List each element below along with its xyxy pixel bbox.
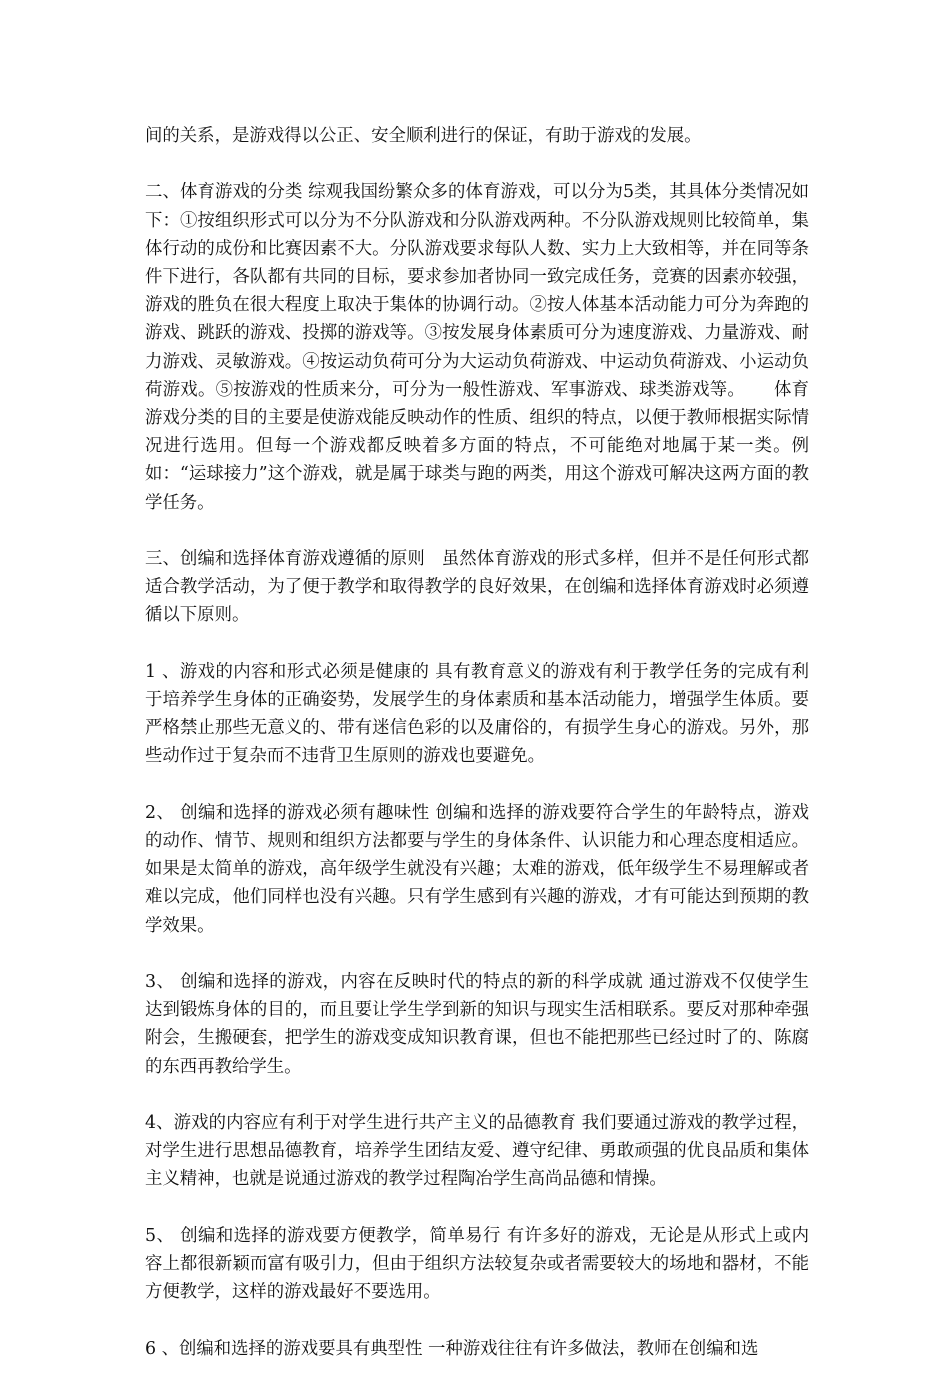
paragraph-principle-1: 1 、游戏的内容和形式必须是健康的 具有教育意义的游戏有利于教学任务的完成有利于培养学生身体的正确姿势，发展学生的身体素质和基本活动能力，增强学生体质。要严格禁止那些无意义的、带有迷信色彩的以及庸俗的，有损学生身心的游戏。另外，那些动作过于复杂而不违背卫生原则的游戏也要避免。	[145, 661, 809, 767]
paragraph-classification: 二、体育游戏的分类 综观我国纷繁众多的体育游戏，可以分为5类，其具体分类情况如下：①按组织形式可以分为不分队游戏和分队游戏两种。不分队游戏规则比较简单，集体行动的成份和比赛因素不大。分队游戏要求每队人数、实力上大致相等，并在同等条件下进行，各队都有共同的目标，要求参加者协同一致完成任务，竞赛的因素亦较强，游戏的胜负在很大程度上取决于集体的协调行动。②按人体基本活动能力可分为奔跑的游戏、跳跃的游戏、投掷的游戏等。③按发展身体素质可分为速度游戏、力量游戏、耐力游戏、灵敏游戏。④按运动负荷可分为大运动负荷游戏、中运动负荷游戏、小运动负荷游戏。⑤按游戏的性质来分，可分为一般性游戏、军事游戏、球类游戏等。 体育游戏分类的目的主要是使游戏能反映动作的性质、组织的特点，以便于教师根据实际情况进行选用。但每一个游戏都反映着多方面的特点，不可能绝对地属于某一类。例如：“运球接力”这个游戏，就是属于球类与跑的两类，用这个游戏可解决这两方面的教学任务。	[145, 182, 809, 513]
paragraph-principle-5: 5、 创编和选择的游戏要方便教学，简单易行 有许多好的游戏，无论是从形式上或内容上都很新颖而富有吸引力，但由于组织方法较复杂或者需要较大的场地和器材，不能方便教学，这样的游戏最好不要选用。	[145, 1225, 809, 1303]
paragraph-principle-4: 4、游戏的内容应有利于对学生进行共产主义的品德教育 我们要通过游戏的教学过程，对学生进行思想品德教育，培养学生团结友爱、遵守纪律、勇敢顽强的优良品质和集体主义精神，也就是说通过游戏的教学过程陶冶学生高尚品德和情操。	[145, 1113, 809, 1190]
document-body	[145, 122, 809, 1391]
paragraph-principles-intro: 三、创编和选择体育游戏遵循的原则 虽然体育游戏的形式多样，但并不是任何形式都适合教学活动，为了便于教学和取得教学的良好效果，在创编和选择体育游戏时必须遵循以下原则。	[145, 549, 809, 626]
paragraph-principle-6: 6 、创编和选择的游戏要具有典型性 一种游戏往往有许多做法，教师在创编和选	[145, 1338, 759, 1359]
paragraph-continuation: 间的关系，是游戏得以公正、安全顺利进行的保证，有助于游戏的发展。	[145, 126, 702, 146]
paragraph-principle-3: 3、 创编和选择的游戏，内容在反映时代的特点的新的科学成就 通过游戏不仅使学生达到锻炼身体的目的，而且要让学生学到新的知识与现实生活相联系。要反对那种牵强附会，生搬硬套，把学生的游戏变成知识教育课，但也不能把那些已经过时了的、陈腐的东西再教给学生。	[145, 972, 809, 1077]
paragraph-principle-2: 2、 创编和选择的游戏必须有趣味性 创编和选择的游戏要符合学生的年龄特点，游戏的动作、情节、规则和组织方法都要与学生的身体条件、认识能力和心理态度相适应。如果是太简单的游戏，高年级学生就没有兴趣；太难的游戏，低年级学生不易理解或者难以完成，他们同样也没有兴趣。只有学生感到有兴趣的游戏，才有可能达到预期的教学效果。	[145, 802, 809, 936]
